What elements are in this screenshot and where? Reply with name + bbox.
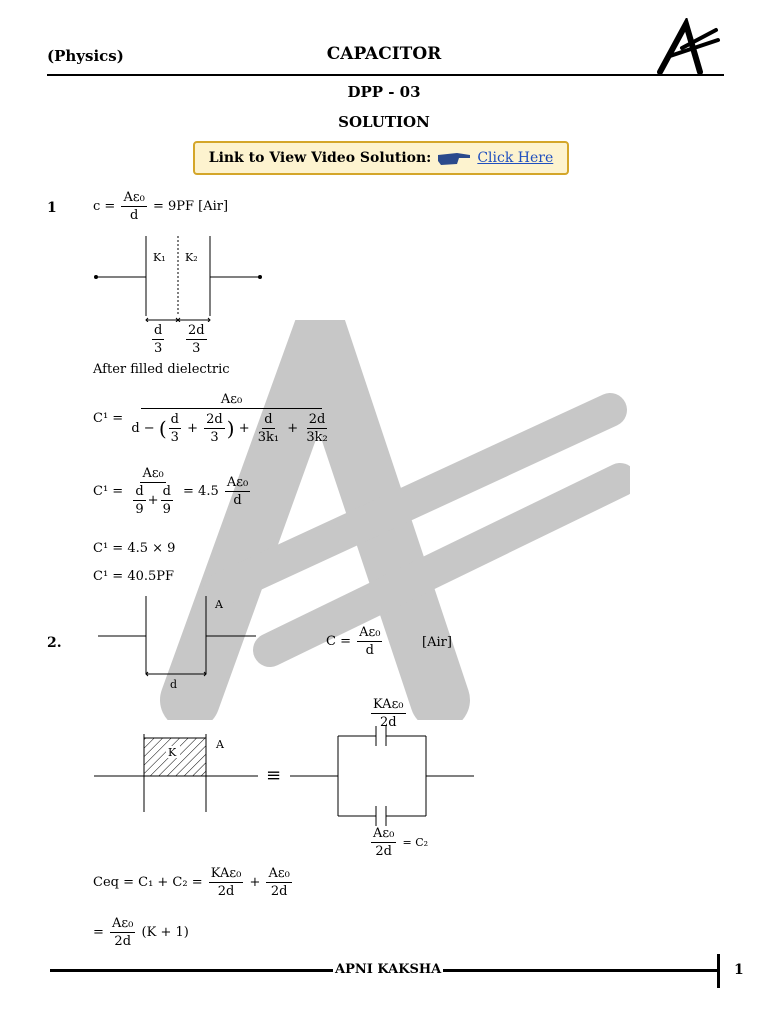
- subject-label: (Physics): [47, 47, 124, 65]
- q2-bottom-capacitance: $\frac{\text{Aε₀}}{2d}$ = C₂: [373, 826, 429, 859]
- q2-top-capacitance: $\frac{\text{KAε₀}}{2d}$: [373, 697, 404, 730]
- k2-label: K₂: [185, 251, 198, 264]
- solution-heading: SOLUTION: [338, 113, 430, 131]
- q2-air-tag: [Air]: [422, 635, 452, 650]
- click-here-link[interactable]: Click Here: [477, 150, 554, 166]
- footer-end-bar: [717, 954, 720, 988]
- page-number: 1: [734, 962, 744, 978]
- q2-air-capacitor-diagram: [94, 594, 264, 694]
- q1-width-1: $\frac{d}{3}$: [154, 323, 163, 356]
- q2-final-equation: = $\frac{\text{Aε₀}}{2d}$ (K + 1): [93, 916, 189, 949]
- brand-logo: [652, 18, 724, 76]
- q2-ceq-equation: Ceq = C₁ + C₂ = $\frac{\text{KAε₀}}{2d}$ + $\frac{\text{Aε₀}}{2d}$: [93, 866, 290, 899]
- q2-dielectric-diagram: [92, 732, 272, 822]
- pointing-hand-icon: [437, 149, 471, 167]
- equivalence-symbol: ≡: [266, 765, 282, 786]
- q2-equation-1: C = $\frac{\text{Aε₀}}{d}$: [326, 625, 381, 658]
- q2-distance-label: d: [170, 678, 178, 691]
- q2-area-label-2: A: [216, 738, 224, 751]
- k1-label: K₁: [153, 251, 166, 264]
- dpp-label: DPP - 03: [347, 83, 421, 101]
- video-solution-banner: [193, 141, 569, 175]
- q1-equation-2: C¹ = Aε₀ d − ( $\frac{d}{3}$ + $\frac{2d}{3}$ ) + $\frac{d}{\text{3k₁}}$ + $\frac{2d}{\text{3k₂}}$: [93, 392, 328, 445]
- header-divider: [47, 74, 724, 76]
- q1-width-2: $\frac{2d}{3}$: [188, 323, 205, 356]
- q2-area-label: A: [215, 598, 223, 611]
- footer-brand: APNI KAKSHA: [335, 962, 442, 977]
- q2-parallel-circuit: [288, 726, 478, 826]
- q1-equation-1: c = $\frac{\text{Aε₀}}{d}$ = 9PF [Air]: [93, 190, 229, 223]
- q1-equation-4: C¹ = 4.5 × 9: [93, 541, 176, 556]
- page-title: CAPACITOR: [326, 44, 442, 64]
- q1-equation-5: C¹ = 40.5PF: [93, 569, 175, 584]
- q2-k-label: K: [168, 746, 177, 759]
- video-link-label: Link to View Video Solution:: [208, 150, 432, 166]
- q1-equation-3: C¹ = Aε₀ $\frac{d}{9}$ + $\frac{d}{9}$ = 4.5 $\frac{\text{Aε₀}}{d}$: [93, 466, 249, 517]
- q1-capacitor-diagram: [90, 232, 270, 322]
- question-1-number: 1: [47, 200, 57, 216]
- q1-after-text: After filled dielectric: [93, 362, 230, 377]
- question-2-number: 2.: [47, 635, 62, 651]
